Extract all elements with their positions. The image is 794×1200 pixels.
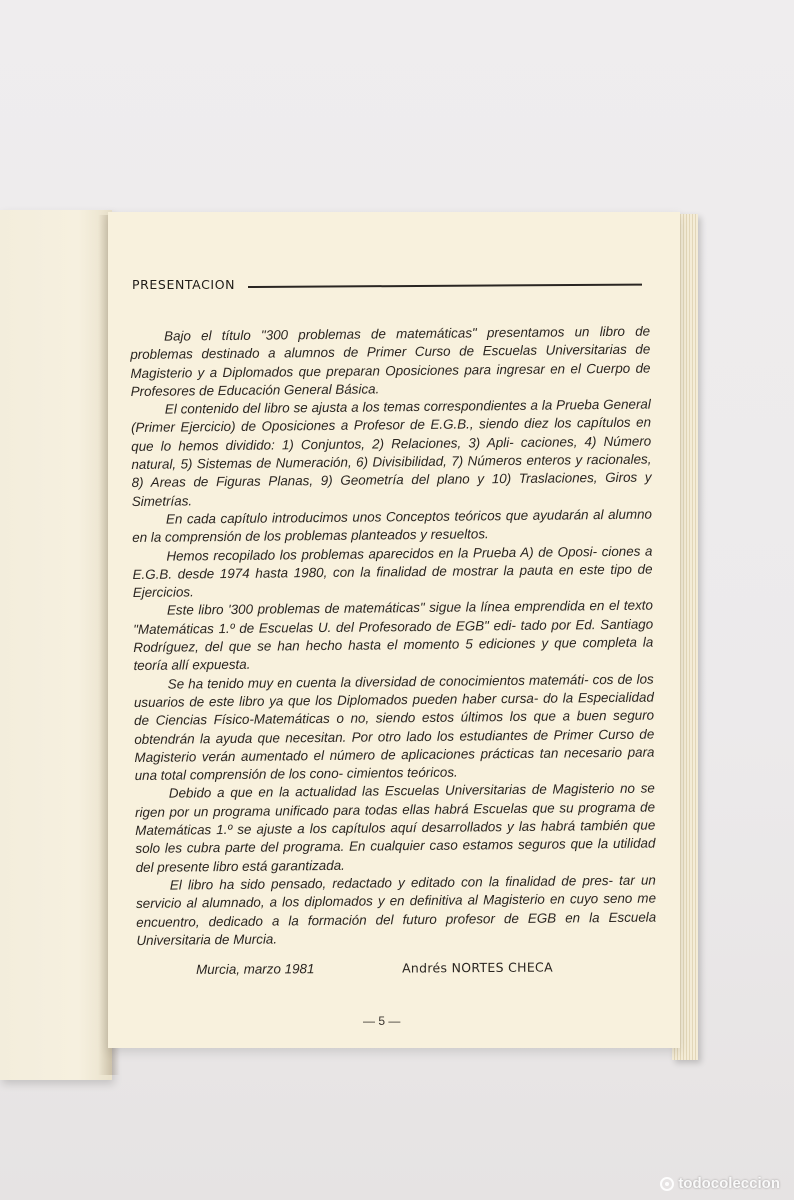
section-header <box>132 262 642 292</box>
paragraph-7: Debido a que en la actualidad las Escuelas Universitarias de Magisterio no se rigen por un programa unificado para todas ellas habrá Escuelas que su programa de Matemáticas 1.º se ajuste a los capítulos aquí desarrollados y las habrá también que solo les cubra parte del programa. En cualquier caso estamos seguros que la utilidad del presente libro está garantizada. <box>134 780 656 875</box>
paragraph-6: Se ha tenido muy en cuenta la diversidad de conocimientos matemáti- cos de los usuarios de este libro ya que los Diplomados pueden haber cursa- do la Especialidad de Ciencias Físico-Matemáticas o no, siendo estos últimos los que a buen seguro obtendrán la ayuda que necesitan. Por otro lado los estudiantes de Primer Curso de Magisterio verán aumentado el número de aplicaciones prácticas tan necesario para una total comprensión de los cono- cimientos teóricos. <box>133 671 655 784</box>
place-date: Murcia, marzo 1981 <box>196 961 315 977</box>
paragraph-5: Este libro '300 problemas de matemáticas" sigue la línea emprendida en el texto "Matemáticas 1.º de Escuelas U. del Profesorado de EGB" edi- tado por Ed. Santiago Rodríguez, del que se han hecho hasta el momento 5 ediciones y que completa la teoría allí expuesta. <box>133 597 654 674</box>
presentation-text <box>130 323 656 951</box>
todocoleccion-logo-icon <box>660 1177 674 1191</box>
paragraph-1: Bajo el título "300 problemas de matemáticas" presentamos un libro de problemas destinado a alumnos de Primer Curso de Escuelas Universitarias de Magisterio y a Diplomados que preparan Oposiciones para ingresar en el Cuerpo de Profesores de Educación General Básica. <box>130 323 651 399</box>
paragraph-4: Hemos recopilado los problemas aparecidos en la Prueba A) de Oposi- ciones a E.G.B. desde 1974 hasta 1980, con la finalidad de mostrar la pauta en este tipo de Ejercicios. <box>132 543 653 601</box>
page-title: PRESENTACION <box>132 277 236 292</box>
author-name: Andrés NORTES CHECA <box>401 959 553 976</box>
header-rule <box>248 284 642 288</box>
paragraph-3: En cada capítulo introducimos unos Conceptos teóricos que ayudarán al alumno en la comprensión de los problemas planteados y resueltos. <box>132 506 653 546</box>
paragraph-2: El contenido del libro se ajusta a los temas correspondientes a la Prueba General (Primer Ejercicio) de Oposiciones a Profesor de E.G.B., siendo diez los capítulos en que lo hemos dividido: 1) Conjuntos, 2) Relaciones, 3) Apli- caciones, 4) Número natural, 5) Sistemas de Numeración, 6) Divisibilidad, 7) Números enteros y racionales, 8) Areas de Figuras Planas, 9) Geometría del plano y 10) Traslaciones, Giros y Simetrías. <box>130 396 652 509</box>
left-page <box>0 210 112 1080</box>
book-page <box>108 212 680 1048</box>
watermark-text: todocoleccion <box>678 1175 780 1192</box>
paragraph-8: El libro ha sido pensado, redactado y editado con la finalidad de pres- tar un servicio al alumnado, a los diplomados y en definitiva al Magisterio en cuyo seno me encuentro, dedicado a la formación del futuro profesor de EGB en la Escuela Universitaria de Murcia. <box>135 872 657 948</box>
watermark <box>660 1175 780 1192</box>
page-number: — 5 — <box>363 1014 401 1028</box>
signature-block <box>196 959 656 984</box>
